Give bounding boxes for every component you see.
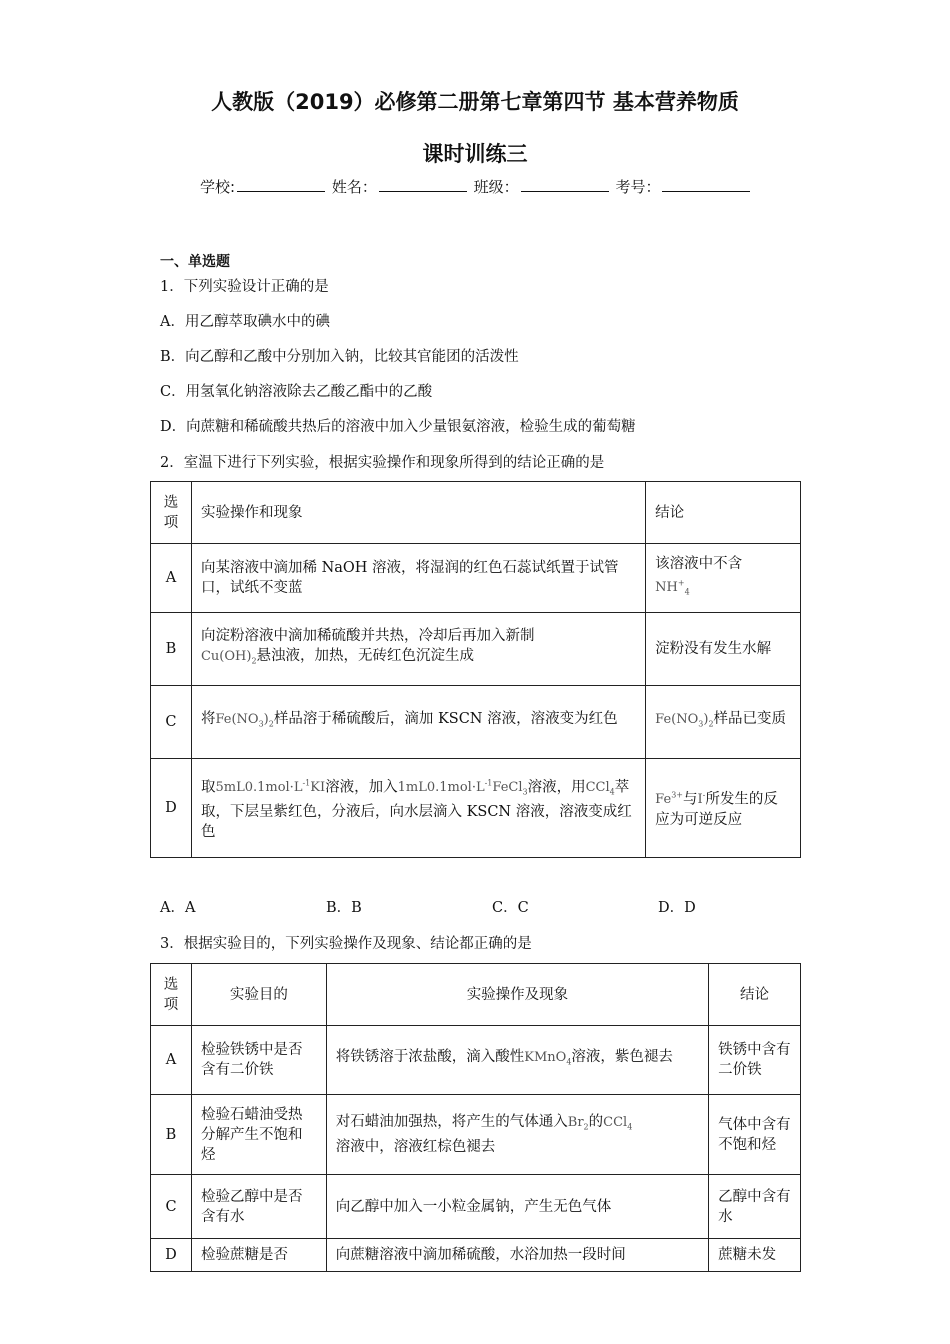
table-row bbox=[151, 613, 801, 686]
section-heading: 一、单选题 bbox=[160, 254, 230, 270]
row-purpose: 检验乙醇中是否含有水 bbox=[191, 1175, 326, 1239]
formula-kmno4: KMnO$_4$ bbox=[524, 1050, 572, 1067]
q1-option-a: A．用乙醇萃取碘水中的碘 bbox=[160, 314, 330, 330]
row-conclusion: 乙醇中含有水 bbox=[709, 1175, 801, 1239]
row-purpose: 检验石蜡油受热分解产生不饱和烃 bbox=[191, 1095, 326, 1175]
formula-ccl4: CCl$_4$ bbox=[603, 1114, 633, 1132]
row-purpose: 检验铁锈中是否含有二价铁 bbox=[191, 1026, 326, 1095]
school-blank[interactable] bbox=[237, 177, 325, 192]
formula-fe3: $Fe^{3+}$ bbox=[655, 790, 683, 808]
row-operation: 将铁锈溶于浓盐酸，滴入酸性KMnO$_4$溶液，紫色褪去 bbox=[326, 1026, 708, 1095]
q1-option-c: C．用氢氧化钠溶液除去乙酸乙酯中的乙酸 bbox=[160, 384, 433, 400]
header-conclusion: 结论 bbox=[709, 964, 801, 1026]
row-conclusion: 淀粉没有发生水解 bbox=[646, 613, 801, 686]
formula-cuoh2: $Cu(OH)_2$ bbox=[200, 649, 257, 666]
q1-stem: 1．下列实验设计正确的是 bbox=[160, 279, 329, 295]
header-purpose: 实验目的 bbox=[191, 964, 326, 1026]
student-info-line bbox=[200, 176, 752, 197]
page-title: 人教版（2019）必修第二册第七章第四节 基本营养物质 bbox=[211, 90, 739, 114]
row-operation: 向某溶液中滴加稀 NaOH 溶液，将湿润的红色石蕊试纸置于试管口，试纸不变蓝 bbox=[191, 544, 645, 613]
formula-fe-no3-2: $Fe(NO_3)_2$ bbox=[655, 712, 714, 729]
header-conclusion: 结论 bbox=[646, 482, 801, 544]
header-option: 选项 bbox=[151, 964, 192, 1026]
row-option: D bbox=[151, 1239, 192, 1272]
formula-fe-no3-2: $Fe(NO_3)_2$ bbox=[215, 712, 274, 729]
header-option: 选项 bbox=[151, 482, 192, 544]
table-header-row bbox=[151, 482, 801, 544]
row-conclusion: 蔗糖未发 bbox=[709, 1239, 801, 1272]
row-conclusion: 铁锈中含有二价铁 bbox=[709, 1026, 801, 1095]
class-label: 班级： bbox=[473, 178, 519, 196]
school-label: 学校: bbox=[200, 178, 236, 196]
exam-no-blank[interactable] bbox=[662, 177, 750, 192]
formula-br2: $Br_2$ bbox=[567, 1114, 589, 1132]
row-option: C bbox=[151, 686, 192, 759]
table-row bbox=[151, 1175, 801, 1239]
formula-nh4: $NH^+_4$ bbox=[655, 578, 690, 597]
row-operation: 向蔗糖溶液中滴加稀硫酸，水浴加热一段时间 bbox=[326, 1239, 708, 1272]
table-row bbox=[151, 544, 801, 613]
table-row bbox=[151, 759, 801, 858]
formula-ki: $5mL0.1mol\cdot L^{-1}KI$ bbox=[215, 778, 326, 795]
page-subtitle: 课时训练三 bbox=[422, 142, 528, 166]
row-operation: 向淀粉溶液中滴加稀硫酸并共热，冷却后再加入新制 $Cu(OH)_2$悬浊液，加热，无砖红色沉淀生成 bbox=[191, 613, 645, 686]
row-operation: 向乙醇中加入一小粒金属钠，产生无色气体 bbox=[326, 1175, 708, 1239]
row-purpose: 检验蔗糖是否 bbox=[191, 1239, 326, 1272]
row-option: B bbox=[151, 1095, 192, 1175]
header-operation: 实验操作和现象 bbox=[191, 482, 645, 544]
formula-fecl3: $1mL0.1mol\cdot L^{-1}FeCl_3$ bbox=[397, 778, 528, 797]
formula-ccl4: CCl$_4$ bbox=[585, 779, 615, 797]
q3-stem: 3．根据实验目的，下列实验操作及现象、结论都正确的是 bbox=[160, 936, 532, 952]
q2-table bbox=[150, 481, 801, 858]
row-conclusion: 该溶液中不含 $NH^+_4$ bbox=[646, 544, 801, 613]
table-row bbox=[151, 686, 801, 759]
row-option: C bbox=[151, 1175, 192, 1239]
row-option: A bbox=[151, 1026, 192, 1095]
table-row bbox=[151, 1026, 801, 1095]
q1-option-d: D．向蔗糖和稀硫酸共热后的溶液中加入少量银氨溶液，检验生成的葡萄糖 bbox=[160, 419, 636, 435]
table-header-row bbox=[151, 964, 801, 1026]
row-conclusion: 气体中含有不饱和烃 bbox=[709, 1095, 801, 1175]
row-option: D bbox=[151, 759, 192, 858]
formula-iminus: I- bbox=[697, 790, 706, 808]
header-operation: 实验操作及现象 bbox=[326, 964, 708, 1026]
row-operation: 将$Fe(NO_3)_2$样品溶于稀硫酸后，滴加 KSCN 溶液，溶液变为红色 bbox=[191, 686, 645, 759]
q2-answer-c: C．C bbox=[492, 900, 529, 916]
row-conclusion: $Fe^{3+}$与I-所发生的反应为可逆反应 bbox=[646, 759, 801, 858]
table-row bbox=[151, 1239, 801, 1272]
row-operation: 对石蜡油加强热，将产生的气体通入$Br_2$的CCl$_4$ 溶液中，溶液红棕色褪去 bbox=[326, 1095, 708, 1175]
q1-option-b: B．向乙醇和乙酸中分别加入钠，比较其官能团的活泼性 bbox=[160, 349, 519, 365]
q2-answer-d: D．D bbox=[658, 900, 696, 916]
q3-table bbox=[150, 963, 801, 1272]
class-blank[interactable] bbox=[521, 177, 609, 192]
row-conclusion: $Fe(NO_3)_2$样品已变质 bbox=[646, 686, 801, 759]
exam-no-label: 考号： bbox=[615, 178, 661, 196]
name-label: 姓名： bbox=[331, 178, 377, 196]
row-option: A bbox=[151, 544, 192, 613]
row-option: B bbox=[151, 613, 192, 686]
q2-answer-b: B．B bbox=[326, 900, 362, 916]
q2-stem: 2．室温下进行下列实验，根据实验操作和现象所得到的结论正确的是 bbox=[160, 455, 605, 471]
row-operation: 取$5mL0.1mol\cdot L^{-1}KI$溶液，加入$1mL0.1mol\cdot L^{-1}FeCl_3$溶液，用CCl$_4$萃取，下层呈紫红色，分液后，向水层滴入 KSCN 溶液，溶液变成红色 bbox=[191, 759, 645, 858]
q2-answer-a: A．A bbox=[160, 900, 196, 916]
table-row bbox=[151, 1095, 801, 1175]
name-blank[interactable] bbox=[379, 177, 467, 192]
